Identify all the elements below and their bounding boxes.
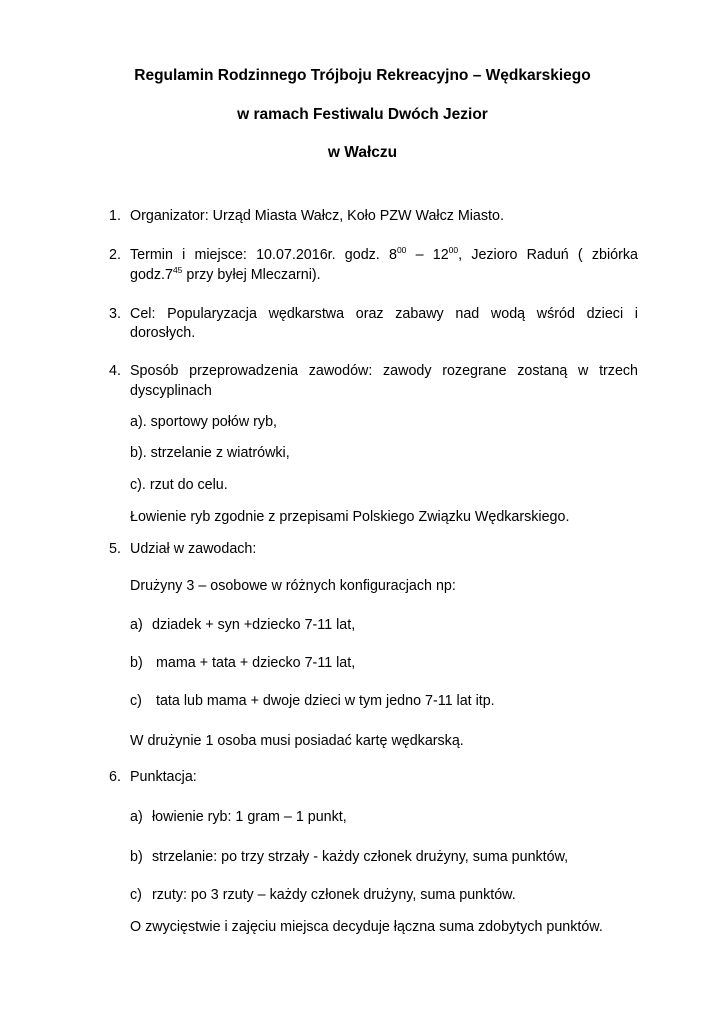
section-6-item-b-label: b) — [130, 849, 143, 865]
document-title-line-2: w ramach Festiwalu Dwóch Jezior — [237, 106, 488, 123]
section-2-end-minutes: 00 — [448, 245, 459, 255]
section-2-gathering-hour: godz.7 — [130, 267, 173, 283]
section-1-number: 1. — [109, 208, 121, 224]
section-2-start-minutes: 00 — [396, 245, 407, 255]
section-2-place-text: , Jezioro Raduń ( zbiórka — [458, 247, 638, 263]
section-6-item-a-label: a) — [130, 809, 143, 825]
section-2-line-2 — [130, 266, 321, 284]
section-5-item-a: dziadek + syn +dziecko 7-11 lat, — [152, 617, 356, 633]
section-1-organizer: Organizator: Urząd Miasta Wałcz, Koło PZW Wałcz Miasto. — [130, 208, 504, 224]
section-5-item-b-label: b) — [130, 655, 143, 671]
section-3-line-1: Cel: Popularyzacja wędkarstwa oraz zabawy nad wodą wśród dzieci i — [130, 306, 638, 322]
section-6-item-a: łowienie ryb: 1 gram – 1 punkt, — [152, 809, 347, 825]
section-4-item-c: c). rzut do celu. — [130, 477, 228, 493]
section-4-line-2: dyscyplinach — [130, 383, 212, 399]
section-5-heading: Udział w zawodach: — [130, 541, 257, 557]
section-6-item-c: rzuty: po 3 rzuty – każdy członek drużyny, suma punktów. — [152, 887, 516, 903]
section-2-gathering-minutes: 45 — [172, 265, 183, 275]
section-5-item-a-label: a) — [130, 617, 143, 633]
section-2-gathering-place: przy byłej Mleczarni). — [182, 267, 321, 283]
section-5-intro: Drużyny 3 – osobowe w różnych konfiguracjach np: — [130, 578, 456, 594]
section-5-note: W drużynie 1 osoba musi posiadać kartę wędkarską. — [130, 733, 464, 749]
section-6-note: O zwycięstwie i zajęciu miejsca decyduje łączna suma zdobytych punktów. — [130, 919, 603, 935]
section-4-note: Łowienie ryb zgodnie z przepisami Polskiego Związku Wędkarskiego. — [130, 509, 570, 525]
section-4-number: 4. — [109, 363, 121, 379]
document-title-line-1: Regulamin Rodzinnego Trójboju Rekreacyjno – Wędkarskiego — [134, 67, 591, 84]
section-3-number: 3. — [109, 306, 121, 322]
section-2-term-text: Termin i miejsce: 10.07.2016r. godz. 8 — [130, 247, 397, 263]
section-6-number: 6. — [109, 769, 121, 785]
section-3-line-2: dorosłych. — [130, 325, 196, 341]
section-5-item-b: mama + tata + dziecko 7-11 lat, — [156, 655, 356, 671]
section-2-end-hour: – 12 — [406, 247, 449, 263]
section-6-item-b: strzelanie: po trzy strzały - każdy członek drużyny, suma punktów, — [152, 849, 569, 865]
document-title-line-3: w Wałczu — [327, 144, 398, 161]
section-4-line-1: Sposób przeprowadzenia zawodów: zawody rozegrane zostaną w trzech — [130, 363, 638, 379]
section-5-item-c-label: c) — [130, 693, 142, 709]
section-4-item-a: a). sportowy połów ryb, — [130, 414, 277, 430]
section-5-item-c: tata lub mama + dwoje dzieci w tym jedno 7-11 lat itp. — [156, 693, 495, 709]
section-5-number: 5. — [109, 541, 121, 557]
section-4-item-b: b). strzelanie z wiatrówki, — [130, 445, 290, 461]
section-6-item-c-label: c) — [130, 887, 142, 903]
section-6-heading: Punktacja: — [130, 769, 197, 785]
section-2-number: 2. — [109, 247, 121, 263]
section-2-line-1 — [130, 246, 638, 264]
